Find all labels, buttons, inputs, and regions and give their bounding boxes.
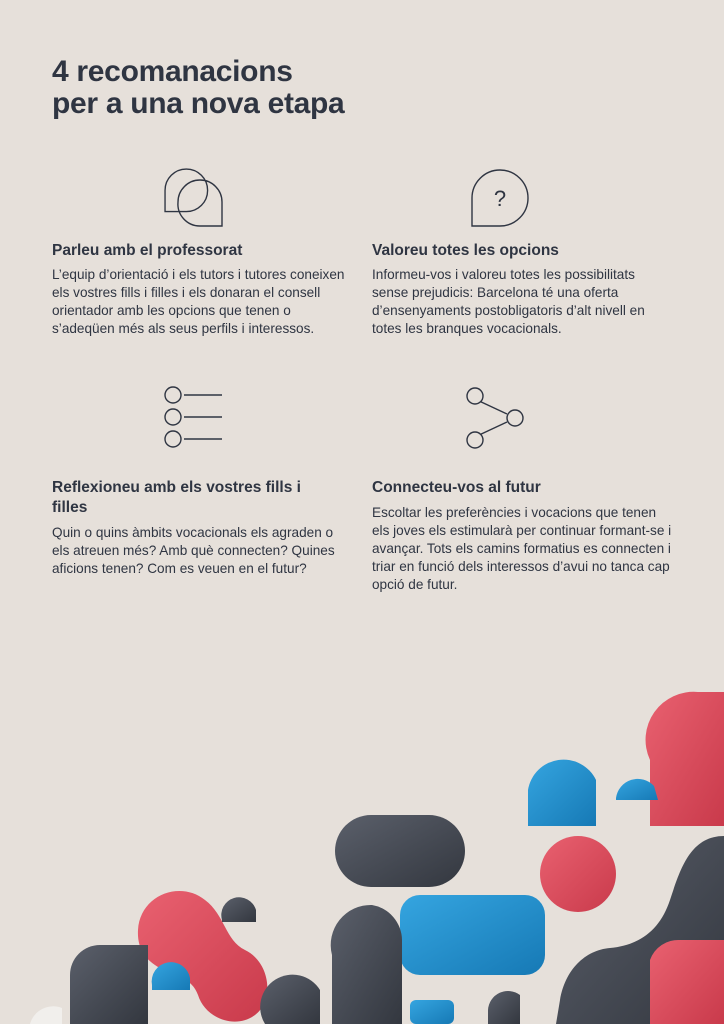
card-heading: Parleu amb el professorat: [52, 242, 243, 259]
card-reflect-with-children: [52, 384, 352, 584]
shape-dark-halfmoon: [221, 897, 256, 922]
card-body: Escoltar les preferències i vocacions que tenen els joves els estimularà per continuar formant-se i avançar. Tots els camins formatius es connecten i triar en funció dels interessos d’avui no tanca cap opció de futur.: [372, 505, 672, 592]
shape-blue-block: [400, 895, 545, 975]
shape-dark-bottom-2: [488, 991, 520, 1024]
speech-bubbles-icon: [162, 166, 226, 230]
card-body: L’equip d’orientació i els tutors i tutores coneixen els vostres fills i filles i els donaran el consell orientador amb les opcions que tenen o s’adeqüen més als seus perfils i interessos.: [52, 267, 345, 336]
card-heading: Reflexioneu amb els vostres fills i filles: [52, 479, 301, 516]
shape-dark-bottom: [260, 975, 320, 1024]
card-body: Informeu-vos i valoreu totes les possibilitats sense prejudicis: Barcelona té una oferta d’ensenyaments postobligatoris d’alt nivell en totes les branques vocacionals.: [372, 267, 645, 336]
shape-dark-block-left: [70, 945, 148, 1024]
share-network-icon: [464, 384, 528, 450]
shape-red-circle: [540, 836, 616, 912]
shape-blue-dome: [528, 760, 596, 826]
shape-red-block-right: [646, 692, 724, 826]
shape-dark-center: [331, 905, 402, 1024]
shape-red-bottom-right: [650, 940, 724, 1024]
page-title-line-2: per a una nova etapa: [52, 87, 345, 120]
card-evaluate-options: [372, 166, 672, 346]
card-body: Quin o quins àmbits vocacionals els agraden o els atreuen més? Amb què connecten? Quines aficions tenen? Com es veuen en el futur?: [52, 525, 335, 576]
question-bubble-icon: [468, 166, 532, 230]
decorative-shapes: [0, 680, 724, 1024]
question-mark: ?: [493, 186, 507, 211]
page-title-line-1: 4 recomanacions: [52, 55, 293, 88]
shape-light-bottom: [30, 1006, 62, 1024]
shape-dark-pill: [335, 815, 465, 887]
card-heading: Connecteu-vos al futur: [372, 479, 541, 496]
page-title: [52, 56, 344, 120]
list-icon: [162, 384, 226, 450]
card-talk-to-teachers: [52, 166, 352, 346]
shape-blue-bottom: [410, 1000, 454, 1024]
card-heading: Valoreu totes les opcions: [372, 242, 559, 259]
card-connect-future: [372, 384, 672, 604]
